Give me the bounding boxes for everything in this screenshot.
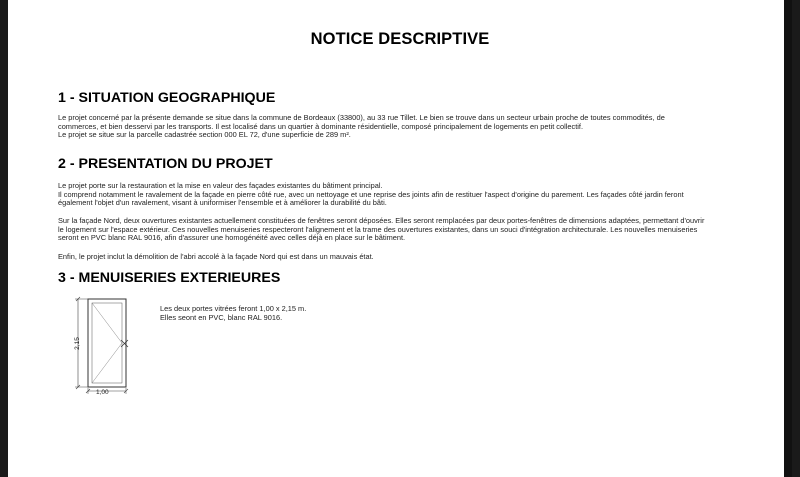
section-3-heading: 3 - MENUISERIES EXTERIEURES: [58, 270, 281, 286]
section-2-paragraph-2: [58, 217, 744, 243]
text-line: Le projet concerné par la présente demande se situe dans la commune de Bordeaux (33800), au 33 rue Tillet. Le bien se trouve dans un secteur urbain proche de toutes commodités, de: [58, 113, 665, 122]
door-height-label: 2,15: [73, 337, 81, 350]
page-edge: [784, 0, 792, 477]
text-line: également l'objet d'un ravalement, visant à uniformiser l'ensemble et à améliorer la durabilité du bâti.: [58, 198, 387, 208]
section-2-paragraph-1: [58, 182, 744, 208]
text-line: seront en PVC blanc RAL 9016, afin d'assurer une homogénéité avec celles déjà en place sur le bâtiment.: [58, 233, 406, 243]
text-line: Le projet porte sur la restauration et la mise en valeur des façades existantes du bâtiment principal.: [58, 181, 383, 190]
text-line: le logement sur l'espace extérieur. Ces nouvelles menuiseries respecteront l'alignement et la trame des ouvertures existantes, dans un souci d'intégration architecturale. Les nouvelles menuiseries: [58, 224, 698, 234]
document-title: NOTICE DESCRIPTIVE: [310, 30, 490, 48]
section-2-heading: 2 - PRESENTATION DU PROJET: [58, 156, 273, 172]
text-line: commerces, et bien desservi par les transports. Il est localisé dans un quartier à dominante résidentielle, composé principalement de logements en petit collectif.: [58, 121, 584, 131]
section-1-heading: 1 - SITUATION GEOGRAPHIQUE: [58, 90, 276, 106]
section-1-text: [58, 114, 744, 140]
text-line: Les deux portes vitrées feront 1,00 x 2,15 m.: [160, 304, 307, 313]
text-line: Enfin, le projet inclut la démolition de l'abri accolé à la façade Nord qui est dans un mauvais état.: [58, 252, 374, 261]
section-3-text: [160, 305, 306, 322]
door-width-label: 1,00: [96, 389, 109, 396]
section-2-paragraph-3: [58, 253, 744, 262]
text-line: Le projet se situe sur la parcelle cadastrée section 000 EL 72, d'une superficie de 289 m².: [58, 130, 351, 140]
text-line: Sur la façade Nord, deux ouvertures existantes actuellement constituées de fenêtres seront déposées. Elles seront remplacées par deux portes-fenêtres de dimensions adaptées, permettant d'ouvrir: [58, 216, 705, 225]
text-line: Il comprend notamment le ravalement de la façade en pierre côté rue, avec un nettoyage et une reprise des joints afin de restituer l'aspect d'origine du parement. Les façades côté jardin feront: [58, 189, 684, 199]
text-line: Elles seont en PVC, blanc RAL 9016.: [160, 312, 283, 322]
document-page: [8, 0, 792, 477]
